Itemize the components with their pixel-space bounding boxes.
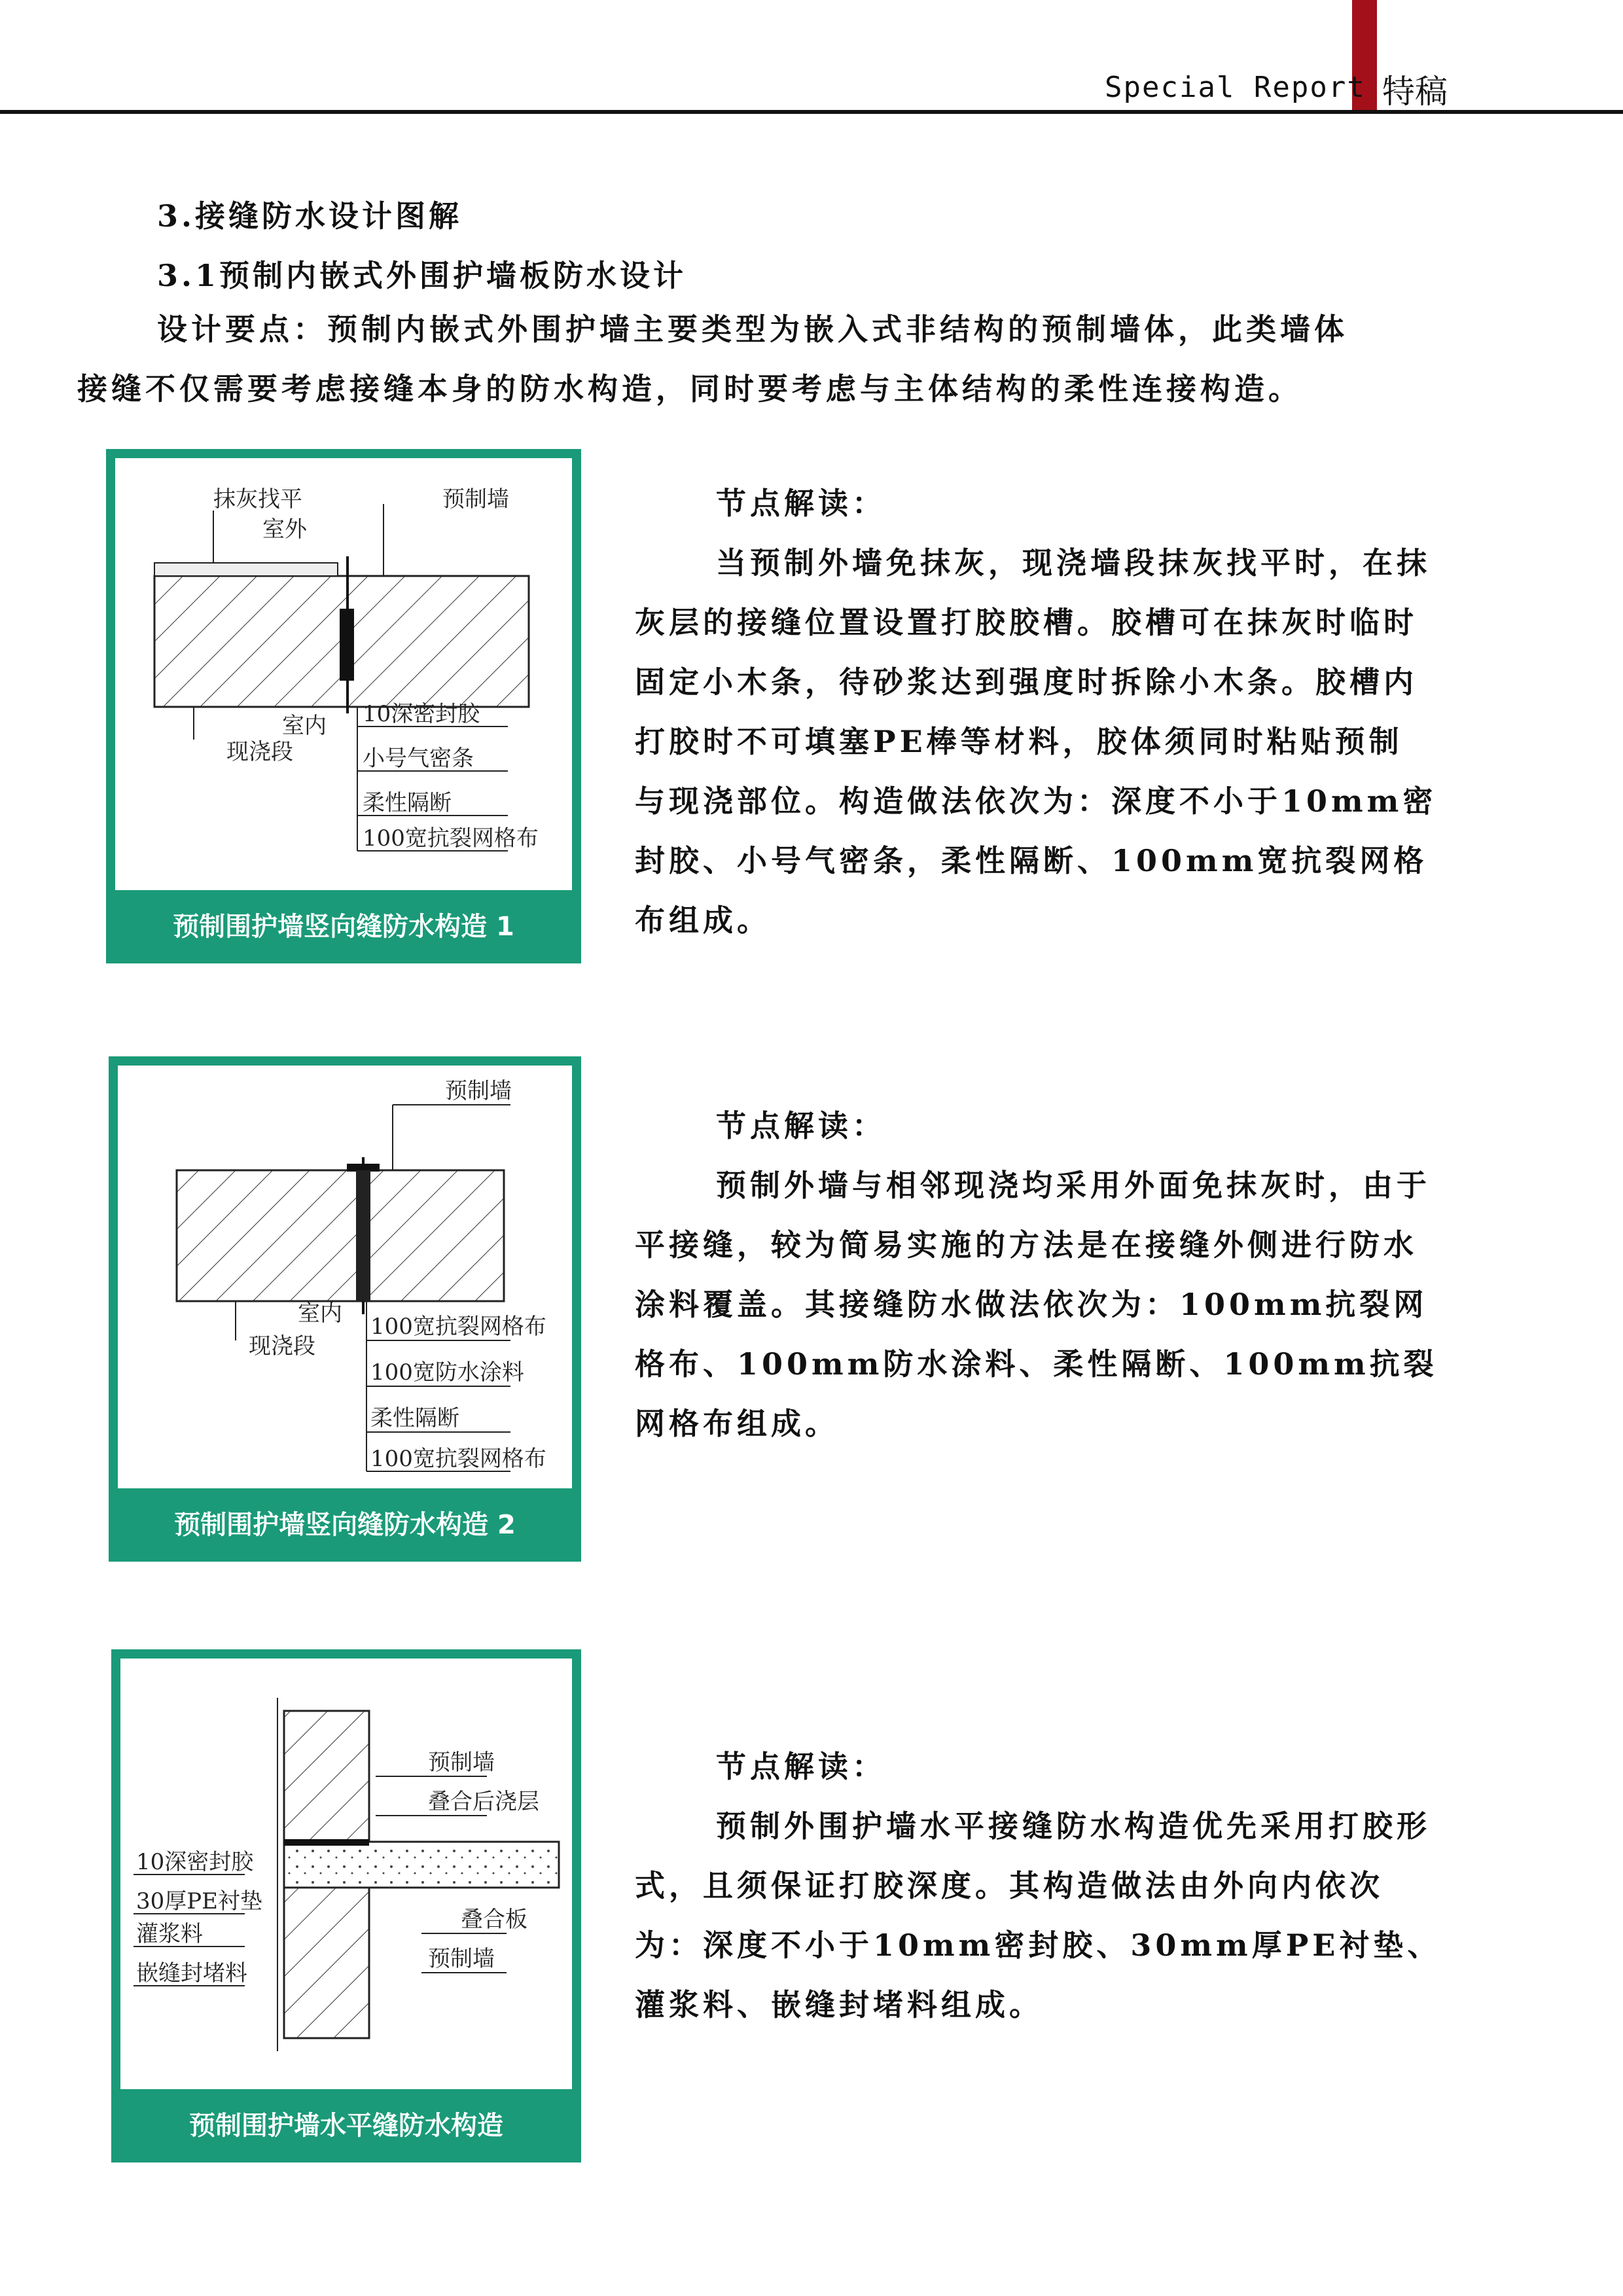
figure-3-notes — [635, 1737, 1441, 2035]
sealant-strip — [284, 1839, 369, 1846]
notes-line: 预制外围护墙水平接缝防水构造优先采用打胶形 — [716, 1808, 1431, 1844]
label-item-2: 30厚PE衬垫 — [136, 1888, 262, 1914]
label-outside: 室外 — [262, 516, 307, 543]
notes-line: 当预制外墙免抹灰，现浇墙段抹灰找平时，在抹 — [716, 545, 1431, 581]
label-item-1: 100宽抗裂网格布 — [370, 1314, 546, 1340]
label-item-2: 小号气密条 — [363, 745, 474, 772]
wall-section — [177, 1170, 504, 1301]
notes-line: 封胶、小号气密条，柔性隔断、100mm宽抗裂网格 — [635, 843, 1428, 878]
notes-line: 布组成。 — [635, 903, 771, 938]
figure-vertical-joint-1 — [106, 449, 581, 963]
notes-line: 打胶时不可填塞PE棒等材料，胶体须同时粘贴预制 — [635, 724, 1403, 759]
label-topping: 叠合后浇层 — [428, 1789, 539, 1815]
label-item-3: 柔性隔断 — [370, 1405, 459, 1431]
notes-title: 节点解读： — [716, 486, 886, 521]
notes-line: 网格布组成。 — [635, 1406, 839, 1441]
figure-2-notes — [635, 1096, 1438, 1454]
header-chinese-title: 特稿 — [1382, 73, 1448, 111]
figure-drawing-area — [118, 1066, 572, 1488]
figure-caption: 预制围护墙竖向缝防水构造 2 — [174, 1510, 516, 1540]
label-item-3: 灌浆料 — [136, 1921, 203, 1947]
plaster-layer — [154, 563, 338, 576]
figure-caption: 预制围护墙竖向缝防水构造 1 — [173, 912, 514, 942]
notes-line: 与现浇部位。构造做法依次为：深度不小于10mm密 — [635, 783, 1437, 819]
notes-title: 节点解读： — [716, 1749, 886, 1784]
lower-precast-wall — [284, 1888, 369, 2038]
intro-line: 设计要点：预制内嵌式外围护墙主要类型为嵌入式非结构的预制墙体，此类墙体 — [157, 312, 1348, 347]
notes-title: 节点解读： — [716, 1108, 886, 1143]
label-cast-section: 现浇段 — [226, 739, 293, 765]
label-item-4: 100宽抗裂网格布 — [363, 825, 539, 852]
notes-line: 平接缝，较为简易实施的方法是在接缝外侧进行防水 — [635, 1227, 1418, 1263]
vertical-joint-1-diagram — [115, 458, 572, 890]
figure-caption: 预制围护墙水平缝防水构造 — [189, 2111, 503, 2141]
figure-horizontal-joint — [111, 1649, 581, 2162]
label-item-4: 100宽抗裂网格布 — [370, 1446, 546, 1472]
intro-paragraph — [77, 300, 1348, 419]
flexible-partition — [356, 1170, 370, 1301]
label-plaster: 抹灰找平 — [213, 486, 302, 512]
figure-drawing-area — [120, 1659, 572, 2089]
label-item-4: 嵌缝封堵料 — [136, 1960, 247, 1986]
notes-line: 格布、100mm防水涂料、柔性隔断、100mm抗裂 — [635, 1346, 1438, 1382]
notes-line: 为：深度不小于10mm密封胶、30mm厚PE衬垫、 — [635, 1928, 1442, 1963]
header-rule — [0, 110, 1623, 114]
notes-line: 预制外墙与相邻现浇均采用外面免抹灰时，由于 — [716, 1168, 1431, 1203]
notes-line: 灌浆料、嵌缝封堵料组成。 — [635, 1987, 1043, 2022]
header-english-title: Special Report — [1105, 71, 1366, 104]
label-item-2: 100宽防水涂料 — [370, 1359, 524, 1386]
label-slab: 叠合板 — [461, 1907, 527, 1933]
intro-line: 接缝不仅需要考虑接缝本身的防水构造，同时要考虑与主体结构的柔性连接构造。 — [77, 371, 1302, 406]
label-cast-section: 现浇段 — [249, 1333, 315, 1359]
section-heading: 3.接缝防水设计图解 — [157, 198, 463, 234]
label-item-1: 10深密封胶 — [136, 1849, 254, 1875]
notes-line: 式，且须保证打胶深度。其构造做法由外向内依次 — [635, 1868, 1383, 1903]
upper-precast-wall — [284, 1711, 369, 1842]
topping-layer — [284, 1842, 559, 1888]
label-precast-wall-top: 预制墙 — [428, 1749, 495, 1776]
label-precast-wall: 预制墙 — [445, 1078, 512, 1104]
notes-line: 涂料覆盖。其接缝防水做法依次为：100mm抗裂网 — [635, 1287, 1428, 1322]
label-inside: 室内 — [298, 1300, 342, 1327]
figure-1-notes — [635, 474, 1436, 950]
section-subheading: 3.1预制内嵌式外围护墙板防水设计 — [157, 258, 687, 293]
figure-drawing-area — [115, 458, 572, 890]
label-item-1: 10深密封胶 — [363, 701, 480, 727]
label-inside: 室内 — [282, 713, 327, 739]
notes-line: 固定小木条，待砂浆达到强度时拆除小木条。胶槽内 — [635, 664, 1418, 700]
figure-vertical-joint-2 — [109, 1056, 581, 1562]
horizontal-joint-diagram — [120, 1659, 572, 2089]
vertical-joint-2-diagram — [118, 1066, 572, 1488]
notes-line: 灰层的接缝位置设置打胶胶槽。胶槽可在抹灰时临时 — [635, 605, 1418, 640]
label-precast-wall: 预制墙 — [442, 486, 509, 512]
label-item-3: 柔性隔断 — [363, 790, 452, 816]
sealant-strip — [340, 609, 354, 681]
label-precast-wall-bottom: 预制墙 — [428, 1946, 495, 1972]
